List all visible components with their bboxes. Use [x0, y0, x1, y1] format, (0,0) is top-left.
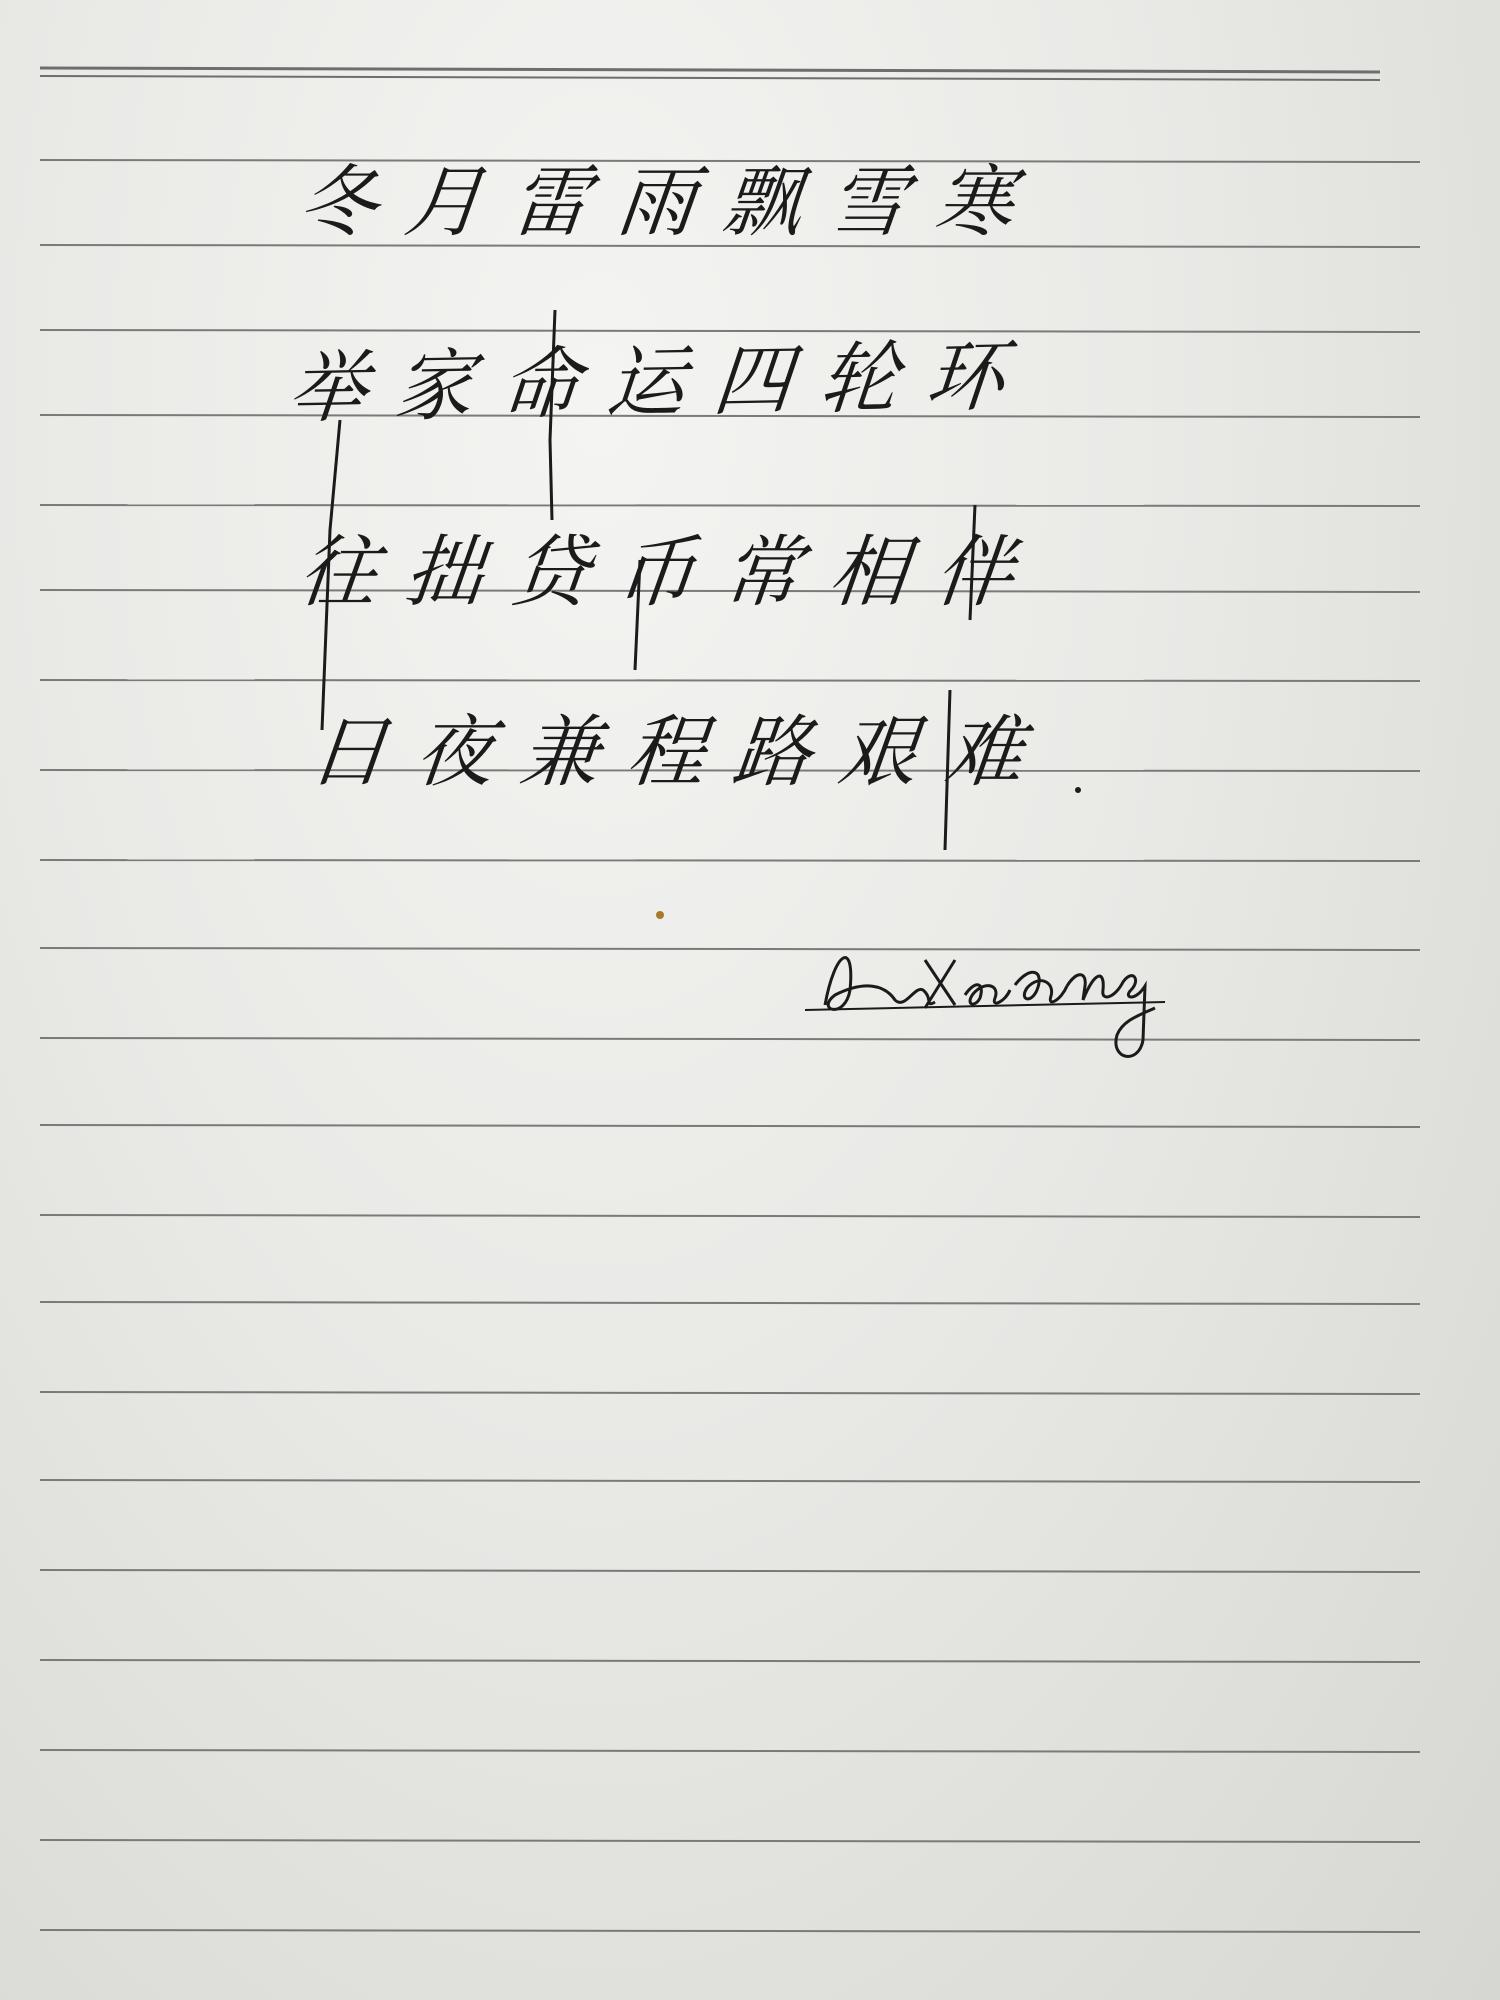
poem-line-4: 日夜兼程路艰难	[304, 708, 1057, 798]
poem-line-3: 往拙贷币常相伴	[294, 528, 1047, 618]
poem-line-2: 举家命运四轮环	[284, 331, 1036, 435]
signature	[805, 890, 1235, 1070]
poem-line-1: 冬月雷雨飘雪寒	[294, 158, 1047, 248]
